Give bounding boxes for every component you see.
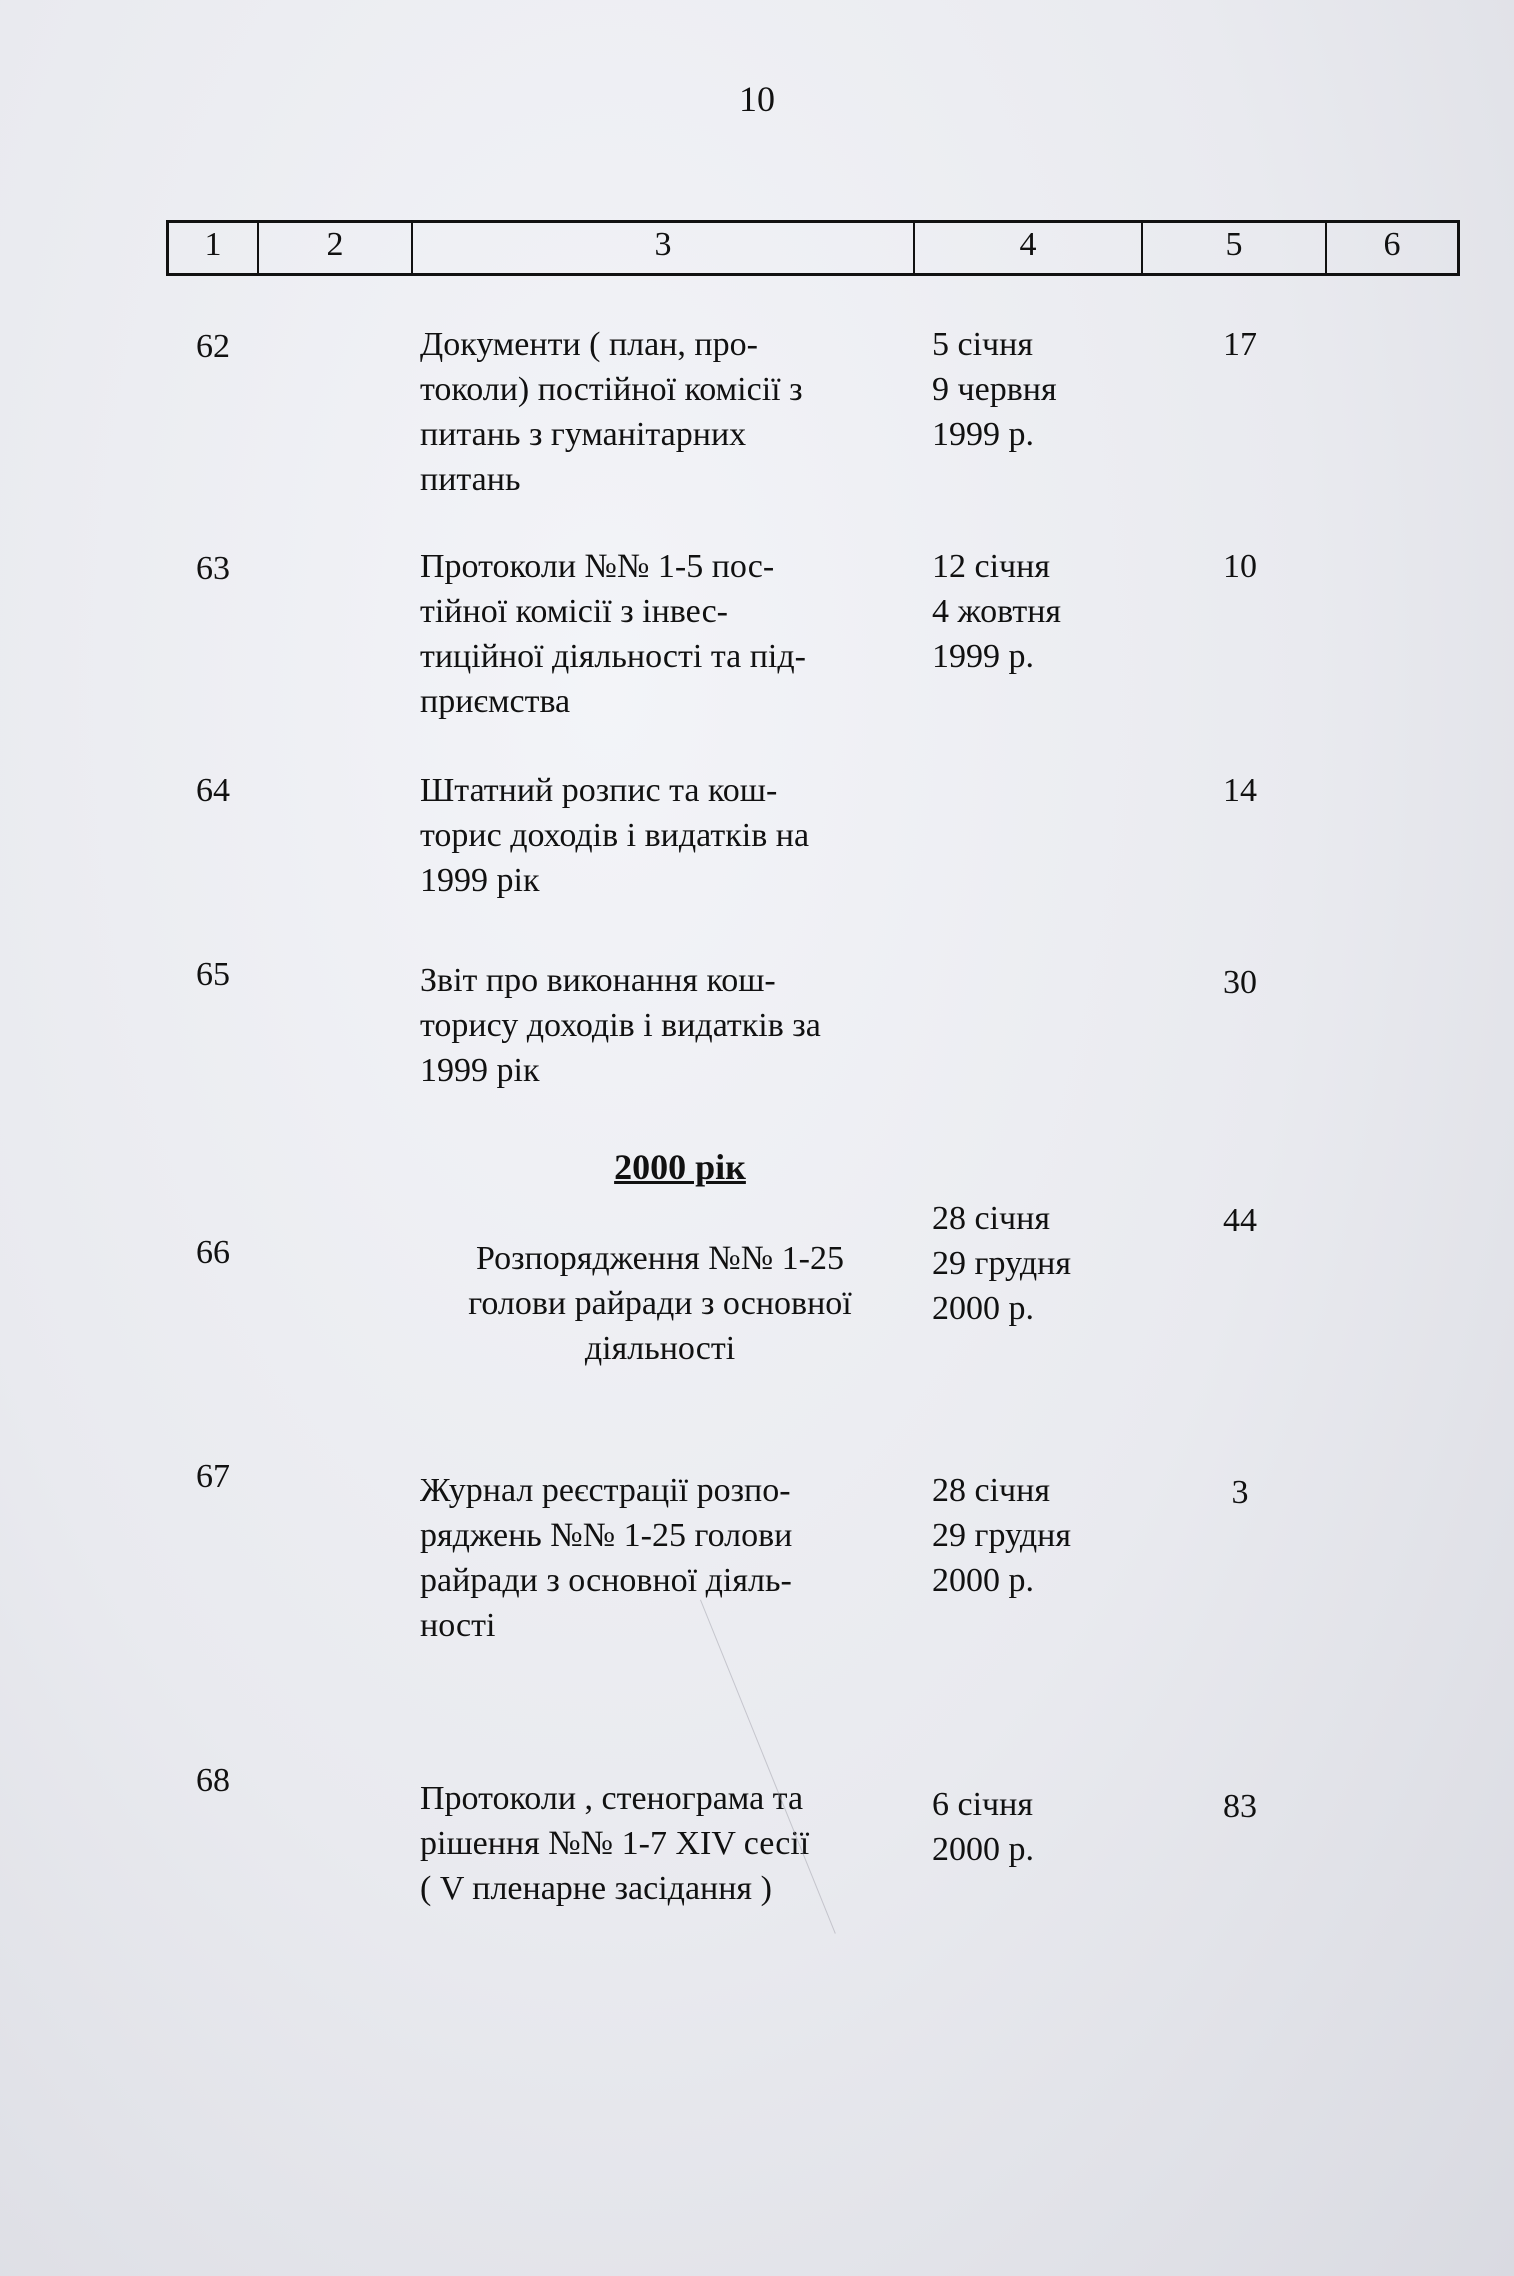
entry-67-dates: 28 січня 29 грудня 2000 р. — [932, 1472, 1071, 1599]
entry-67-pages: 3 — [1231, 1474, 1249, 1511]
header-col-6: 6 — [1383, 226, 1401, 263]
entry-62-description: Документи ( план, про- токоли) постійної комісії з питань з гуманітарних питань — [420, 326, 803, 498]
year-heading: 2000 рік — [614, 1147, 746, 1187]
header-col-5: 5 — [1143, 223, 1327, 273]
entry-68-dates: 6 січня 2000 р. — [932, 1786, 1034, 1868]
entry-68-number: 68 — [196, 1762, 230, 1799]
entry-64-pages: 14 — [1223, 772, 1257, 809]
entry-66-pages: 44 — [1223, 1202, 1257, 1239]
entry-65-pages: 30 — [1223, 964, 1257, 1001]
entry-68-pages: 83 — [1223, 1788, 1257, 1825]
header-col-4: 4 — [915, 223, 1143, 273]
entry-63-number: 63 — [196, 550, 230, 587]
entry-67-number: 67 — [196, 1458, 230, 1495]
entry-62-pages: 17 — [1223, 326, 1257, 363]
entry-63-dates: 12 січня 4 жовтня 1999 р. — [932, 548, 1062, 675]
entry-64-number: 64 — [196, 772, 230, 809]
header-table — [166, 220, 1460, 276]
entry-64-description: Штатний розпис та кош- торис доходів і видатків на 1999 рік — [420, 772, 810, 899]
entry-67-description: Журнал реєстрації розпо- ряджень №№ 1-25 голови райради з основної діяль- ності — [420, 1472, 793, 1644]
entry-62-number: 62 — [196, 328, 230, 365]
page-number: 10 — [739, 79, 775, 119]
entry-66-number: 66 — [196, 1234, 230, 1271]
entry-68-description: Протоколи , стенограма та рішення №№ 1-7 XIV сесії ( V пленарне засідання ) — [420, 1780, 810, 1907]
entry-63-pages: 10 — [1223, 548, 1257, 585]
entry-66-dates: 28 січня 29 грудня 2000 р. — [932, 1200, 1071, 1327]
header-col-1: 1 — [169, 223, 259, 273]
header-col-3: 3 — [413, 223, 915, 273]
entry-62-dates: 5 січня 9 червня 1999 р. — [932, 326, 1057, 453]
header-col-2: 2 — [259, 223, 413, 273]
entry-65-number: 65 — [196, 956, 230, 993]
entry-65-description: Звіт про виконання кош- торису доходів і видатків за 1999 рік — [420, 962, 821, 1089]
entry-63-description: Протоколи №№ 1-5 пос- тійної комісії з інвес- тиційної діяльності та під- приємства — [420, 548, 806, 720]
entry-66-description: Розпорядження №№ 1-25 голови райради з основної діяльності — [468, 1240, 852, 1367]
